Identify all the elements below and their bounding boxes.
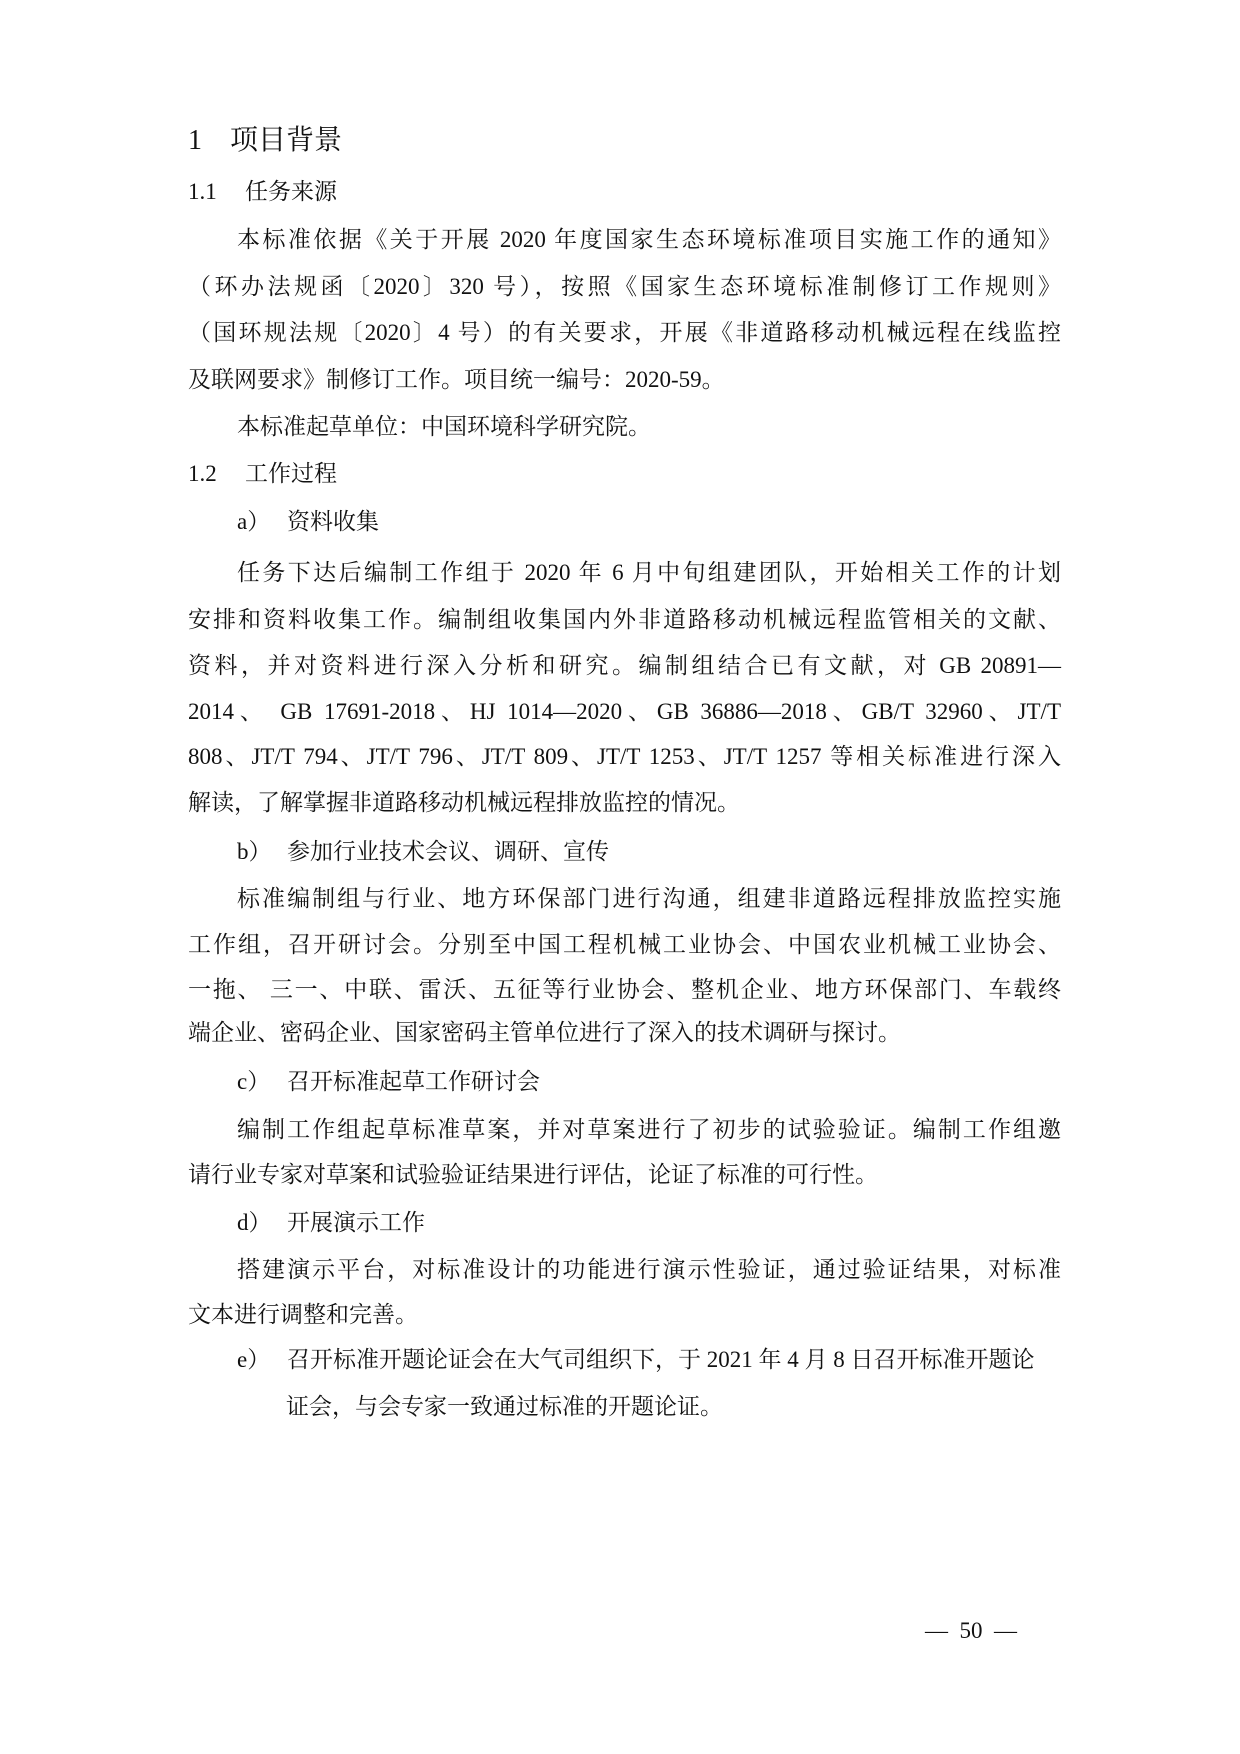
paragraph-line: 解读，了解掌握非道路移动机械远程排放监控的情况。 [188,790,740,815]
paragraph-line: 808、JT/T 794、JT/T 796、JT/T 809、JT/T 1253、JT/T 1257 等相关标准进行深入 [188,744,1061,769]
item-title: 参加行业技术会议、调研、宣传 [287,839,609,865]
paragraph-line: 证会，与会专家一致通过标准的开题论证。 [286,1394,723,1419]
paragraph-line: 及联网要求》制修订工作。项目统一编号：2020-59。 [188,367,725,392]
item-title: 开展演示工作 [287,1210,425,1236]
paragraph-line: 工作组，召开研讨会。分别至中国工程机械工业协会、中国农业机械工业协会、 [188,932,1061,957]
section-heading-1 [188,120,1061,160]
item-title: 召开标准起草工作研讨会 [287,1069,540,1095]
paragraph-line: （国环规法规〔2020〕4 号）的有关要求，开展《非道路移动机械远程在线监控 [188,320,1061,345]
item-title: 召开标准开题论证会 [287,1347,494,1373]
heading-title: 工作过程 [245,461,337,487]
heading-number: 1.1 [188,179,217,204]
paragraph-text: 在大气司组织下，于 2021 年 4 月 8 日召开标准开题论 [494,1347,1035,1372]
heading-number: 1.2 [188,461,217,486]
heading-number: 1 [188,125,202,156]
subheading-a [237,505,1110,539]
section-heading-1-1 [188,175,1061,209]
paragraph-line: 2014、 GB 17691-2018、HJ 1014—2020、GB 36886—2018、GB/T 32960、JT/T [188,699,1061,724]
heading-title: 任务来源 [245,179,337,205]
subheading-b [237,835,1110,869]
paragraph-line: 本标准起草单位：中国环境科学研究院。 [237,414,651,439]
item-label: c） [237,1069,271,1094]
subheading-c [237,1065,1110,1099]
page-number: — 50 — [925,1618,1017,1643]
item-label: e） [237,1347,271,1372]
section-heading-1-2 [188,457,1061,491]
item-title: 资料收集 [287,509,379,535]
subheading-e [237,1343,1061,1377]
paragraph-line: 编制工作组起草标准草案，并对草案进行了初步的试验验证。编制工作组邀 [237,1117,1061,1142]
item-label: d） [237,1210,272,1235]
paragraph-line: 搭建演示平台，对标准设计的功能进行演示性验证，通过验证结果，对标准 [237,1257,1061,1282]
item-label: a） [237,509,271,534]
paragraph-line: 资料，并对资料进行深入分析和研究。编制组结合已有文献，对 GB 20891— [188,653,1061,678]
paragraph-line: 一拖、 三一、中联、雷沃、五征等行业协会、整机企业、地方环保部门、车载终 [188,977,1061,1002]
paragraph-line: 端企业、密码企业、国家密码主管单位进行了深入的技术调研与探讨。 [188,1020,901,1045]
subheading-d [237,1206,1110,1240]
heading-title: 项目背景 [230,123,343,156]
paragraph-line: 任务下达后编制工作组于 2020 年 6 月中旬组建团队，开始相关工作的计划 [237,560,1061,585]
paragraph-line: 文本进行调整和完善。 [188,1302,418,1327]
item-label: b） [237,839,272,864]
paragraph-line: 请行业专家对草案和试验验证结果进行评估，论证了标准的可行性。 [188,1162,878,1187]
paragraph-line: （环办法规函〔2020〕320 号），按照《国家生态环境标准制修订工作规则》 [188,274,1061,299]
paragraph-line: 安排和资料收集工作。编制组收集国内外非道路移动机械远程监管相关的文献、 [188,607,1061,632]
paragraph-line: 标准编制组与行业、地方环保部门进行沟通，组建非道路远程排放监控实施 [237,886,1061,911]
paragraph-line: 本标准依据《关于开展 2020 年度国家生态环境标准项目实施工作的通知》 [237,227,1061,252]
